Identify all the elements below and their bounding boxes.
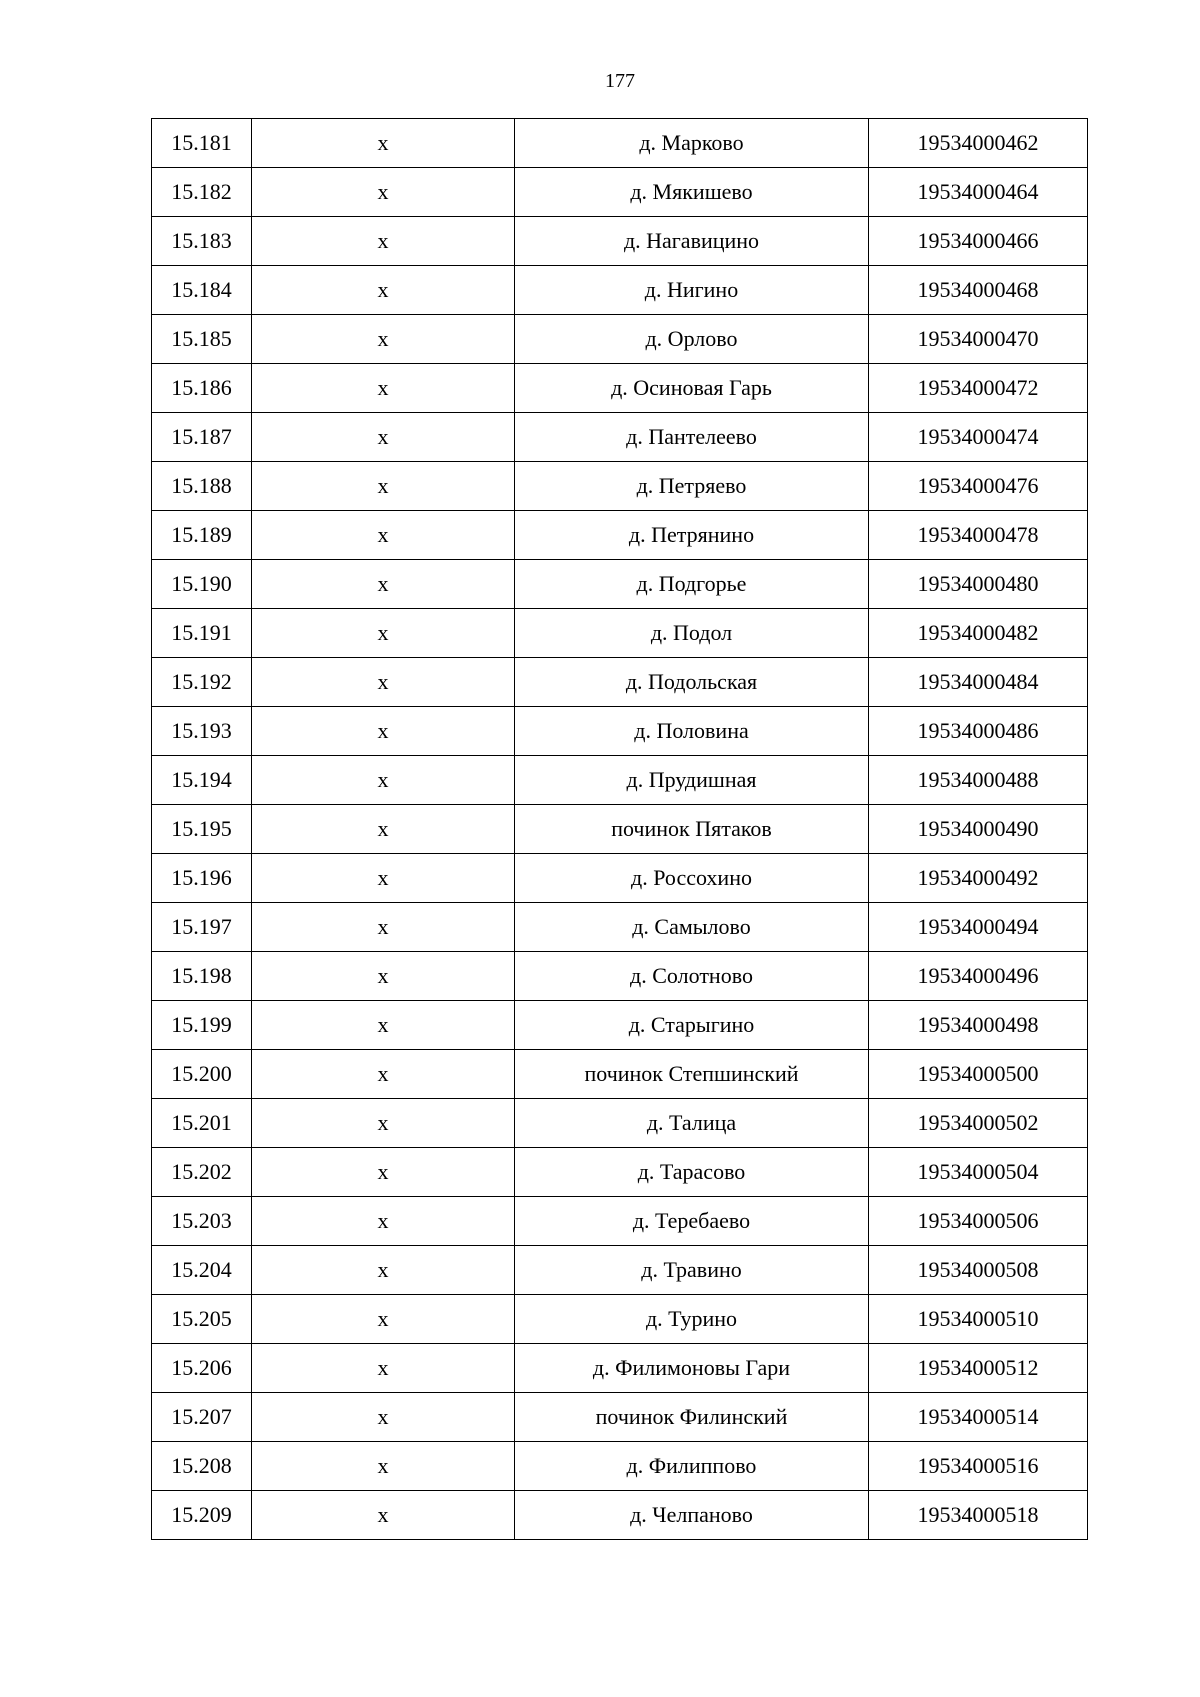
oktmo-code-cell: 19534000516	[869, 1442, 1088, 1491]
settlement-name-cell: починок Степшинский	[515, 1050, 869, 1099]
oktmo-code-cell: 19534000502	[869, 1099, 1088, 1148]
mark-cell: х	[252, 462, 515, 511]
oktmo-code-cell: 19534000492	[869, 854, 1088, 903]
mark-cell: х	[252, 756, 515, 805]
row-number-cell: 15.205	[152, 1295, 252, 1344]
mark-cell: х	[252, 1344, 515, 1393]
mark-cell: х	[252, 805, 515, 854]
settlement-name-cell: д. Нагавицино	[515, 217, 869, 266]
settlement-name-cell: д. Самылово	[515, 903, 869, 952]
table-row	[152, 1099, 1088, 1148]
settlement-name-cell: д. Солотново	[515, 952, 869, 1001]
oktmo-code-cell: 19534000468	[869, 266, 1088, 315]
mark-cell: х	[252, 1001, 515, 1050]
oktmo-code-cell: 19534000506	[869, 1197, 1088, 1246]
settlements-table	[151, 118, 1088, 1540]
oktmo-code-cell: 19534000472	[869, 364, 1088, 413]
mark-cell: х	[252, 413, 515, 462]
settlement-name-cell: д. Тарасово	[515, 1148, 869, 1197]
mark-cell: х	[252, 1491, 515, 1540]
table-row	[152, 1246, 1088, 1295]
row-number-cell: 15.185	[152, 315, 252, 364]
settlement-name-cell: д. Подольская	[515, 658, 869, 707]
mark-cell: х	[252, 1148, 515, 1197]
row-number-cell: 15.194	[152, 756, 252, 805]
oktmo-code-cell: 19534000486	[869, 707, 1088, 756]
settlement-name-cell: д. Мякишево	[515, 168, 869, 217]
settlement-name-cell: д. Подол	[515, 609, 869, 658]
table-row	[152, 1197, 1088, 1246]
settlement-name-cell: д. Челпаново	[515, 1491, 869, 1540]
row-number-cell: 15.200	[152, 1050, 252, 1099]
table-row	[152, 903, 1088, 952]
mark-cell: х	[252, 952, 515, 1001]
table-row	[152, 217, 1088, 266]
row-number-cell: 15.191	[152, 609, 252, 658]
table-row	[152, 707, 1088, 756]
settlement-name-cell: д. Теребаево	[515, 1197, 869, 1246]
table-row	[152, 462, 1088, 511]
table-row	[152, 560, 1088, 609]
oktmo-code-cell: 19534000470	[869, 315, 1088, 364]
mark-cell: х	[252, 266, 515, 315]
mark-cell: х	[252, 658, 515, 707]
mark-cell: х	[252, 315, 515, 364]
page-number: 177	[605, 70, 635, 92]
table-row	[152, 315, 1088, 364]
row-number-cell: 15.187	[152, 413, 252, 462]
settlement-name-cell: д. Половина	[515, 707, 869, 756]
settlement-name-cell: д. Талица	[515, 1099, 869, 1148]
oktmo-code-cell: 19534000466	[869, 217, 1088, 266]
table-row	[152, 511, 1088, 560]
settlement-name-cell: починок Пятаков	[515, 805, 869, 854]
oktmo-code-cell: 19534000510	[869, 1295, 1088, 1344]
mark-cell: х	[252, 609, 515, 658]
row-number-cell: 15.183	[152, 217, 252, 266]
oktmo-code-cell: 19534000514	[869, 1393, 1088, 1442]
oktmo-code-cell: 19534000484	[869, 658, 1088, 707]
settlement-name-cell: д. Прудишная	[515, 756, 869, 805]
settlement-name-cell: д. Петрянино	[515, 511, 869, 560]
mark-cell: х	[252, 1442, 515, 1491]
settlement-name-cell: д. Осиновая Гарь	[515, 364, 869, 413]
settlement-name-cell: д. Нигино	[515, 266, 869, 315]
row-number-cell: 15.204	[152, 1246, 252, 1295]
mark-cell: х	[252, 364, 515, 413]
row-number-cell: 15.206	[152, 1344, 252, 1393]
oktmo-code-cell: 19534000462	[869, 119, 1088, 168]
table-row	[152, 1393, 1088, 1442]
oktmo-code-cell: 19534000494	[869, 903, 1088, 952]
settlement-name-cell: д. Травино	[515, 1246, 869, 1295]
table-row	[152, 413, 1088, 462]
table-row	[152, 658, 1088, 707]
row-number-cell: 15.181	[152, 119, 252, 168]
table-row	[152, 756, 1088, 805]
mark-cell: х	[252, 707, 515, 756]
oktmo-code-cell: 19534000498	[869, 1001, 1088, 1050]
settlement-name-cell: д. Марково	[515, 119, 869, 168]
mark-cell: х	[252, 217, 515, 266]
table-row	[152, 1148, 1088, 1197]
row-number-cell: 15.186	[152, 364, 252, 413]
row-number-cell: 15.182	[152, 168, 252, 217]
settlement-name-cell: д. Пантелеево	[515, 413, 869, 462]
row-number-cell: 15.208	[152, 1442, 252, 1491]
oktmo-code-cell: 19534000500	[869, 1050, 1088, 1099]
row-number-cell: 15.209	[152, 1491, 252, 1540]
settlement-name-cell: д. Россохино	[515, 854, 869, 903]
mark-cell: х	[252, 119, 515, 168]
row-number-cell: 15.207	[152, 1393, 252, 1442]
oktmo-code-cell: 19534000474	[869, 413, 1088, 462]
row-number-cell: 15.196	[152, 854, 252, 903]
table-row	[152, 1050, 1088, 1099]
mark-cell: х	[252, 560, 515, 609]
row-number-cell: 15.203	[152, 1197, 252, 1246]
row-number-cell: 15.197	[152, 903, 252, 952]
row-number-cell: 15.199	[152, 1001, 252, 1050]
oktmo-code-cell: 19534000496	[869, 952, 1088, 1001]
table-row	[152, 266, 1088, 315]
mark-cell: х	[252, 854, 515, 903]
settlement-name-cell: починок Филинский	[515, 1393, 869, 1442]
oktmo-code-cell: 19534000518	[869, 1491, 1088, 1540]
row-number-cell: 15.192	[152, 658, 252, 707]
table-row	[152, 854, 1088, 903]
mark-cell: х	[252, 168, 515, 217]
table-row	[152, 1001, 1088, 1050]
mark-cell: х	[252, 1050, 515, 1099]
table-row	[152, 1442, 1088, 1491]
table-row	[152, 364, 1088, 413]
oktmo-code-cell: 19534000478	[869, 511, 1088, 560]
oktmo-code-cell: 19534000464	[869, 168, 1088, 217]
oktmo-code-cell: 19534000488	[869, 756, 1088, 805]
table-body	[152, 119, 1088, 1540]
row-number-cell: 15.193	[152, 707, 252, 756]
oktmo-code-cell: 19534000480	[869, 560, 1088, 609]
row-number-cell: 15.190	[152, 560, 252, 609]
oktmo-code-cell: 19534000482	[869, 609, 1088, 658]
table-row	[152, 1295, 1088, 1344]
oktmo-code-cell: 19534000476	[869, 462, 1088, 511]
table-row	[152, 168, 1088, 217]
table-row	[152, 805, 1088, 854]
mark-cell: х	[252, 511, 515, 560]
mark-cell: х	[252, 1099, 515, 1148]
table-row	[152, 952, 1088, 1001]
settlement-name-cell: д. Петряево	[515, 462, 869, 511]
table-row	[152, 1491, 1088, 1540]
mark-cell: х	[252, 903, 515, 952]
row-number-cell: 15.198	[152, 952, 252, 1001]
settlement-name-cell: д. Орлово	[515, 315, 869, 364]
oktmo-code-cell: 19534000508	[869, 1246, 1088, 1295]
row-number-cell: 15.201	[152, 1099, 252, 1148]
table-row	[152, 609, 1088, 658]
table-row	[152, 119, 1088, 168]
row-number-cell: 15.188	[152, 462, 252, 511]
row-number-cell: 15.202	[152, 1148, 252, 1197]
oktmo-code-cell: 19534000512	[869, 1344, 1088, 1393]
mark-cell: х	[252, 1246, 515, 1295]
oktmo-code-cell: 19534000504	[869, 1148, 1088, 1197]
settlement-name-cell: д. Турино	[515, 1295, 869, 1344]
row-number-cell: 15.184	[152, 266, 252, 315]
mark-cell: х	[252, 1393, 515, 1442]
table-row	[152, 1344, 1088, 1393]
row-number-cell: 15.189	[152, 511, 252, 560]
oktmo-code-cell: 19534000490	[869, 805, 1088, 854]
settlement-name-cell: д. Старыгино	[515, 1001, 869, 1050]
row-number-cell: 15.195	[152, 805, 252, 854]
mark-cell: х	[252, 1197, 515, 1246]
settlement-name-cell: д. Филимоновы Гари	[515, 1344, 869, 1393]
settlement-name-cell: д. Подгорье	[515, 560, 869, 609]
settlement-name-cell: д. Филиппово	[515, 1442, 869, 1491]
mark-cell: х	[252, 1295, 515, 1344]
